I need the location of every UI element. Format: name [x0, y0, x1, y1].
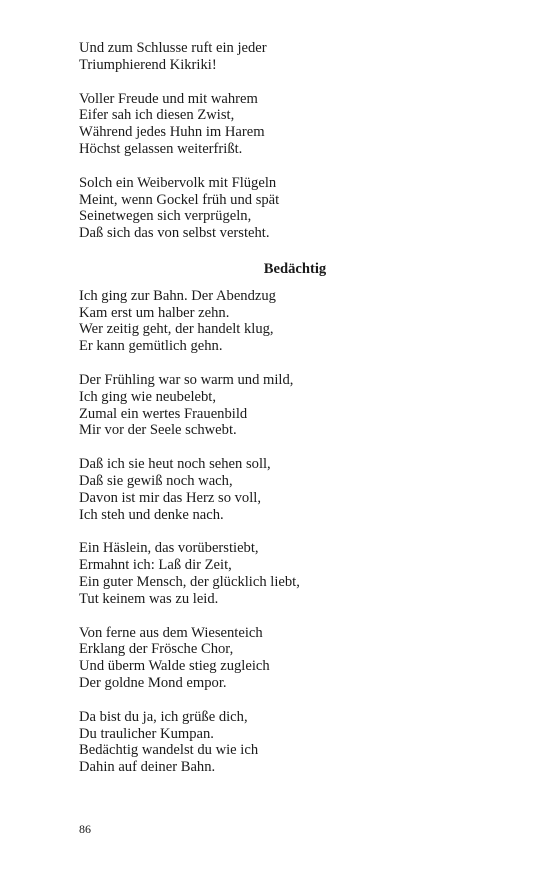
- verse-line: Ein guter Mensch, der glücklich liebt,: [79, 573, 300, 590]
- verse-line: Ich steh und denke nach.: [79, 506, 224, 523]
- verse-line: Da bist du ja, ich grüße dich,: [79, 708, 248, 725]
- verse-line: Daß sich das von selbst versteht.: [79, 225, 270, 242]
- verse-line: Höchst gelassen weiterfrißt.: [79, 140, 243, 157]
- stanza: [79, 540, 509, 607]
- page-number: 86: [79, 822, 91, 836]
- stanza: [79, 709, 509, 776]
- verse-line: Ermahnt ich: Laß dir Zeit,: [79, 557, 232, 574]
- stanza: [79, 288, 509, 355]
- verse-line: Triumphierend Kikriki!: [79, 56, 217, 73]
- verse-line: Von ferne aus dem Wiesenteich: [79, 624, 263, 641]
- stanza: [79, 91, 509, 158]
- verse-line: Während jedes Huhn im Harem: [79, 124, 265, 141]
- verse-line: Wer zeitig geht, der handelt klug,: [79, 321, 274, 338]
- verse-line: Davon ist mir das Herz so voll,: [79, 489, 261, 506]
- verse-line: Tut keinem was zu leid.: [79, 590, 219, 607]
- verse-line: Dahin auf deiner Bahn.: [79, 759, 216, 776]
- verse-line: Solch ein Weibervolk mit Flügeln: [79, 174, 277, 191]
- stanza: [79, 40, 509, 74]
- verse-line: Und zum Schlusse ruft ein jeder: [79, 40, 267, 56]
- verse-line: Bedächtig wandelst du wie ich: [79, 742, 259, 759]
- poem-title: Bedächtig: [263, 260, 327, 277]
- stanza: [79, 456, 509, 523]
- verse-line: Und überm Walde stieg zugleich: [79, 658, 270, 675]
- verse-line: Du traulicher Kumpan.: [79, 725, 214, 742]
- stanza: [79, 372, 509, 439]
- verse-line: Er kann gemütlich gehn.: [79, 338, 223, 355]
- verse-line: Meint, wenn Gockel früh und spät: [79, 191, 280, 208]
- verse-line: Eifer sah ich diesen Zwist,: [79, 107, 235, 124]
- stanza: [79, 625, 509, 692]
- verse-line: Daß ich sie heut noch sehen soll,: [79, 456, 271, 473]
- book-page: [79, 40, 509, 793]
- stanza: [79, 175, 509, 242]
- verse-line: Erklang der Frösche Chor,: [79, 641, 234, 658]
- verse-line: Mir vor der Seele schwebt.: [79, 422, 237, 439]
- verse-line: Ich ging zur Bahn. Der Abendzug: [79, 287, 276, 304]
- verse-line: Zumal ein wertes Frauenbild: [79, 405, 248, 422]
- verse-line: Ein Häslein, das vorüberstiebt,: [79, 540, 259, 557]
- verse-line: Kam erst um halber zehn.: [79, 304, 230, 321]
- verse-line: Der goldne Mond empor.: [79, 674, 227, 691]
- verse-line: Ich ging wie neubelebt,: [79, 388, 216, 405]
- verse-line: Voller Freude und mit wahrem: [79, 90, 258, 107]
- verse-line: Daß sie gewiß noch wach,: [79, 472, 233, 489]
- verse-line: Der Frühling war so warm und mild,: [79, 371, 294, 388]
- verse-line: Seinetwegen sich verprügeln,: [79, 208, 252, 225]
